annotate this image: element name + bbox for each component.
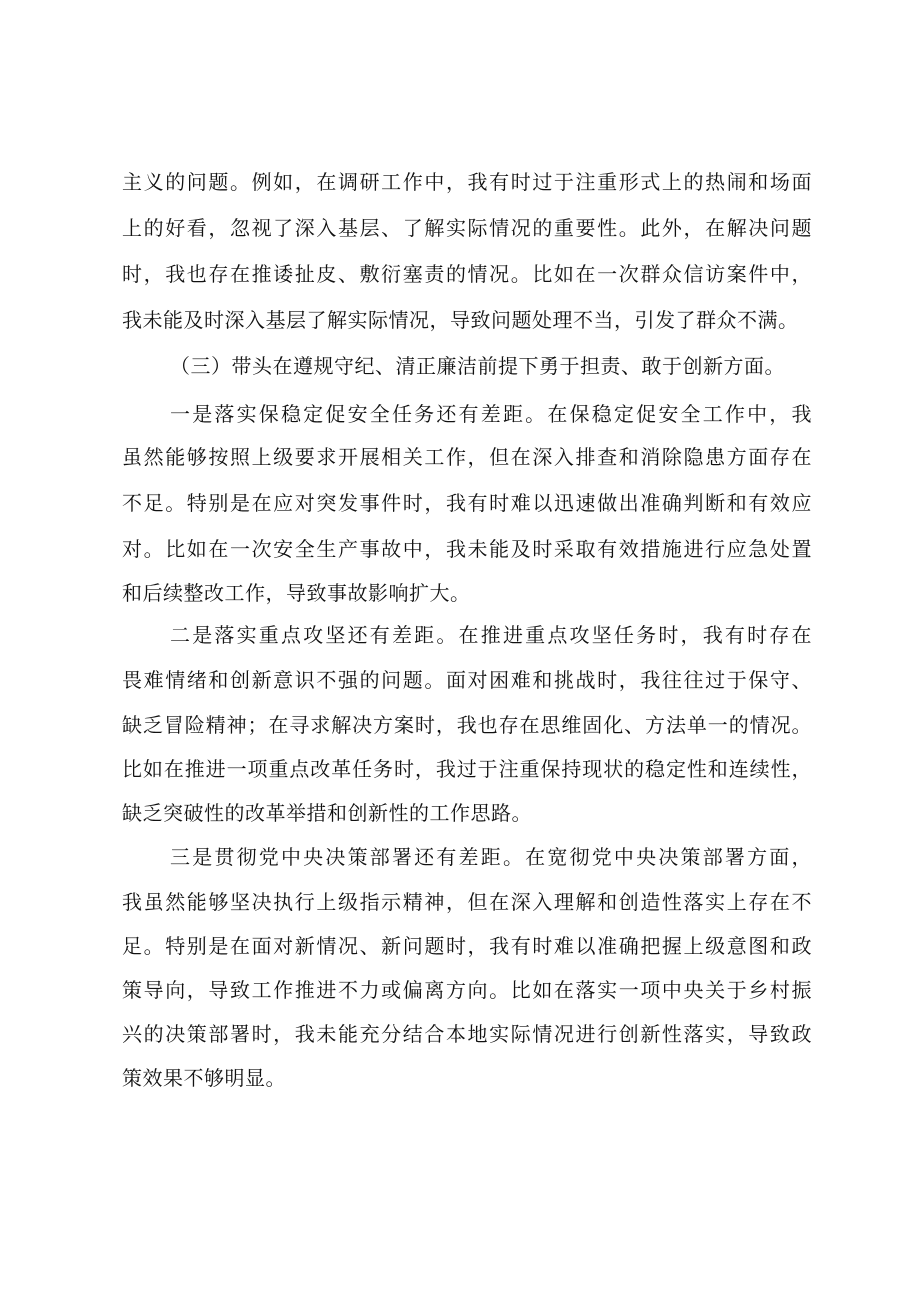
paragraph-2-line-3: 不足。特别是在应对突发事件时，我有时难以迅速做出准确判断和有效应 (122, 491, 812, 515)
paragraph-2-line-1: 一是落实保稳定促安全任务还有差距。在保稳定促安全工作中，我 (170, 402, 812, 426)
paragraph-2-line-4: 对。比如在一次安全生产事故中，我未能及时采取有效措施进行应急处置 (122, 537, 812, 561)
paragraph-1-line-4: 我未能及时深入基层了解实际情况，导致问题处理不当，引发了群众不满。 (122, 308, 799, 332)
paragraph-4-line-6: 策效果不够明显。 (122, 1066, 286, 1090)
paragraph-2-line-2: 虽然能够按照上级要求开展相关工作，但在深入排查和消除隐患方面存在 (122, 445, 812, 469)
paragraph-2-line-5: 和后续整改工作，导致事故影响扩大。 (122, 581, 471, 605)
paragraph-1-line-3: 时，我也存在推诿扯皮、敷衍塞责的情况。比如在一次群众信访案件中， (122, 262, 812, 286)
paragraph-4-line-5: 兴的决策部署时，我未能充分结合本地实际情况进行创新性落实，导致政 (122, 1022, 812, 1046)
section-heading-3: （三）带头在遵规守纪、清正廉洁前提下勇于担责、敢于创新方面。 (170, 354, 785, 378)
paragraph-1-line-1: 主义的问题。例如，在调研工作中，我有时过于注重形式上的热闹和场面 (122, 170, 812, 194)
paragraph-3-line-1: 二是落实重点攻坚还有差距。在推进重点攻坚任务时，我有时存在 (170, 623, 812, 647)
paragraph-3-line-5: 缺乏突破性的改革举措和创新性的工作思路。 (122, 801, 532, 825)
paragraph-4-line-3: 足。特别是在面对新情况、新问题时，我有时难以准确把握上级意图和政 (122, 934, 812, 958)
paragraph-3-line-2: 畏难情绪和创新意识不强的问题。面对困难和挑战时，我往往过于保守、 (122, 668, 812, 692)
paragraph-4-line-1: 三是贯彻党中央决策部署还有差距。在宽彻党中央决策部署方面， (170, 845, 812, 869)
paragraph-3-line-3: 缺乏冒险精神；在寻求解决方案时，我也存在思维固化、方法单一的情况。 (122, 713, 812, 737)
paragraph-3-line-4: 比如在推进一项重点改革任务时，我过于注重保持现状的稳定性和连续性， (122, 757, 812, 781)
paragraph-4-line-2: 我虽然能够坚决执行上级指示精神，但在深入理解和创造性落实上存在不 (122, 890, 812, 914)
paragraph-4-line-4: 策导向，导致工作推进不力或偏离方向。比如在落实一项中央关于乡村振 (122, 978, 812, 1002)
paragraph-1-line-2: 上的好看，忽视了深入基层、了解实际情况的重要性。此外，在解决问题 (122, 216, 812, 240)
